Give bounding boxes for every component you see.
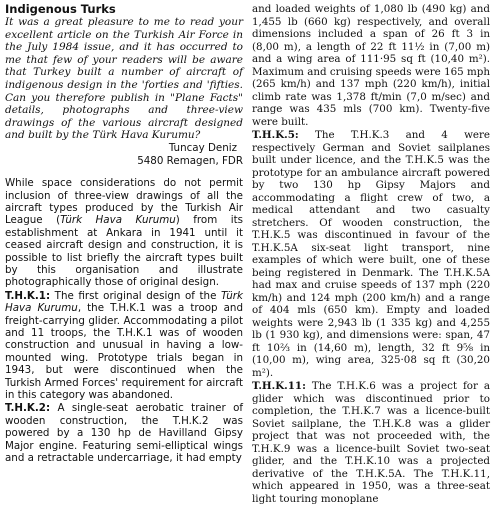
intro-text-a: While space considerations do not permit inclusion of three-view drawings of all the aircraft types produced by the Turkish Air League ( — [5, 177, 243, 227]
thk1-text-a: The first original design of the — [50, 289, 222, 302]
left-column — [5, 3, 243, 486]
thk1-label: T.H.K.1: — [5, 289, 51, 302]
thk1-text-ital: Türk Hava Kurumu — [5, 289, 243, 315]
thk11-text: The T.H.K.6 was a project for a glider which was discontinued prior to completion, the T.H.K.7 was a licence-built Soviet sailplane, the T.H.K.8 was a glider project that was not proceeded with, the T.H.K.9 was a licence-built Soviet two-seat glider, and the T.H.K.10 was a projected derivative of the T.H.K.5A. The T.H.K.11, which appeared in 1950, was a three-seat light touring monoplane — [252, 380, 490, 505]
thk5-text: The T.H.K.3 and 4 were respectively German and Soviet sailplanes built under licence, and the T.H.K.5 was the prototype for an ambulance aircraft powered by two 130 hp Gipsy Majors and accommodating a flight crew of two, a medical attendant and two casualty stretchers. Of wooden construction, the T.H.K.5 was discontinued in favour of the T.H.K.5A six-seat light transport, nine examples of which were built, one of these being registered in Denmark. The T.H.K.5A had max and cruise speeds of 137 mph (220 km/h) and 124 mph (200 km/h) and a range of 404 mls (650 km). Empty and loaded weights were 2,943 lb (1 335 kg) and 4,255 lb (1 930 kg), and dimensions were: span, 47 ft 10⅔ in (14,60 m), length, 32 ft 9⅝ in (10,00 m), wing area, 325·08 sq ft (30,20 m²). — [252, 129, 490, 379]
thk5-label: T.H.K.5: — [252, 129, 299, 141]
section-thk1 — [5, 290, 243, 402]
letter-signature — [5, 142, 243, 167]
section-thk2 — [5, 402, 243, 464]
thk11-label: T.H.K.11: — [252, 380, 306, 392]
thk2-continued: and loaded weights of 1,080 lb (490 kg) and 1,455 lb (660 kg) respectively, and overall dimensions included a span of 26 ft 3 in (8,00 m), a length of 22 ft 11½ in (7,00 m) and a wing area of 111·95 sq ft (10,40 m²). Maximum and cruising speeds were 165 mph (265 km/h) and 137 mph (220 km/h), initial climb rate was 1,378 ft/min (7,0 m/sec) and range was 435 mls (700 km). Twenty-five were built. — [252, 3, 490, 128]
letter-title: Indigenous Turks — [5, 2, 116, 16]
intro-text-ital: Türk Hava Kurumu — [60, 214, 176, 227]
right-column — [252, 3, 490, 505]
signature-address: 5480 Remagen, FDR — [137, 154, 243, 167]
thk2-text: A single-seat aerobatic trainer of wooden construction, the T.H.K.2 was powered by a 130 hp de Havilland Gipsy Major engine. Featuring semi-elliptical wings and a retractable undercarriage, it had empty — [5, 402, 243, 465]
thk1-text-b: , the T.H.K.1 was a troop and freight-carrying glider. Accommodating a pilot and 11 troops, the T.H.K.1 was of wooden construction and unusual in having a low-mounted wing. Prototype trials began in 1943, but were discontinued when the Turkish Armed Forces' requirement for aircraft in this category was abandoned. — [5, 302, 243, 402]
intro-text-b: ) from its establishment at Ankara in 1941 until it ceased aircraft design and construction, it is possible to list briefly the aircraft types built by this organisation and illustrate photographically those of original design. — [5, 214, 243, 289]
section-thk5 — [252, 129, 490, 379]
section-thk11 — [252, 380, 490, 505]
letter-body: It was a great pleasure to me to read your excellent article on the Turkish Air Force in the July 1984 issue, and it has occurred to me that few of your readers will be aware that Turkey built a number of aircraft of indigenous design in the 'forties and 'fifties. Can you therefore publish in "Plane Facts" details, photographs and three-view drawings of the various aircraft designed and built by the Türk Hava Kurumu? — [5, 16, 243, 142]
signature-name: Tuncay Deniz — [168, 141, 237, 154]
thk2-label: T.H.K.2: — [5, 402, 51, 415]
reply-intro — [5, 177, 243, 289]
